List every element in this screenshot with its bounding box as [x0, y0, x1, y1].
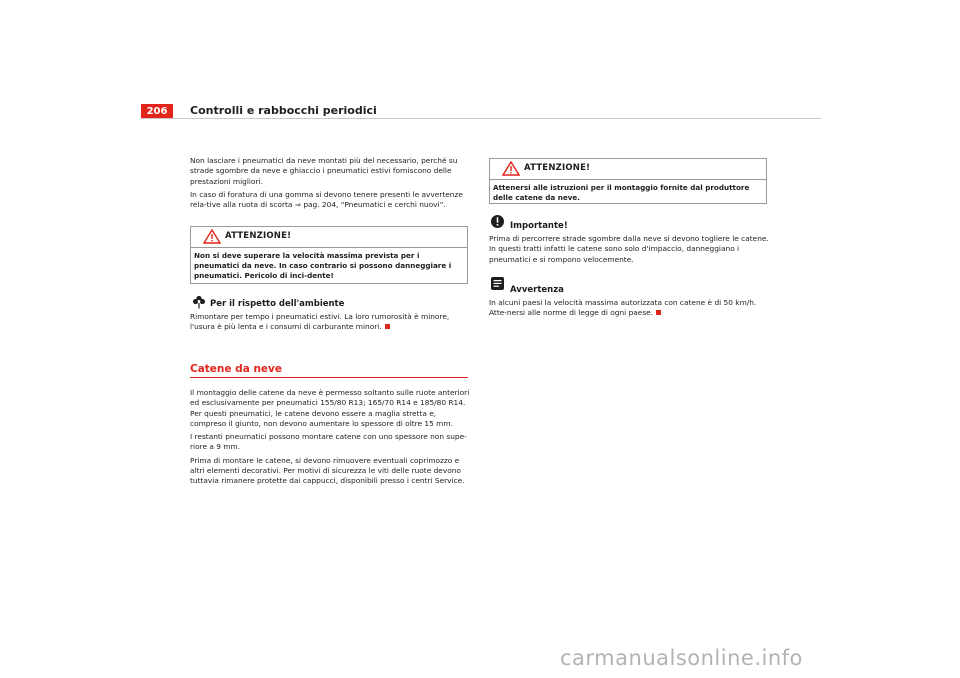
environment-text-block — [190, 312, 470, 336]
warning-text: Attenersi alle istruzioni per il montaggio fornite dal produttore delle catene da neve. — [493, 183, 750, 202]
exclamation-circle-icon — [490, 214, 505, 233]
paragraph: Prima di percorrere strade sgombre dalla neve si devono togliere le catene. In questi tratti infatti le catene sono solo d'impaccio, danneggiano i pneumatici e si rompono velocemente. — [489, 234, 769, 264]
important-text — [489, 234, 770, 268]
header-divider — [141, 118, 821, 119]
paragraph: I restanti pneumatici possono montare catene con uno spessore non supe-riore a 9 mm. — [190, 432, 467, 452]
page-title: Controlli e rabbocchi periodici — [190, 104, 377, 117]
note-text-block — [489, 298, 770, 322]
paragraph: Il montaggio delle catene da neve è permesso soltanto sulle ruote anteriori ed esclusivamente per pneumatici 155/80 R13; 165/70 R14 e 185/80 R14. Per questi pneumatici, le catene devono essere a maglia stretta e, compreso il giunto, non devono aumentare lo spessore di oltre 15 mm. — [190, 388, 470, 428]
warning-label: ATTENZIONE! — [524, 163, 591, 173]
environment-title: Per il rispetto dell'ambiente — [210, 299, 345, 309]
environment-flower-icon — [192, 294, 206, 313]
warning-triangle-icon — [502, 161, 520, 180]
page-number: 206 — [141, 104, 173, 119]
note-paper-icon — [490, 276, 505, 295]
important-title: Importante! — [510, 221, 568, 231]
end-marker — [385, 324, 390, 329]
warning-box — [489, 158, 767, 204]
warning-text: Non si deve superare la velocità massima prevista per i pneumatici da neve. In caso contrario si possono danneggiare i pneumatici. Pericolo di inci-dente! — [194, 251, 452, 280]
watermark: carmanualsonline.info — [560, 646, 803, 670]
note-title: Avvertenza — [510, 285, 564, 295]
section-divider — [190, 377, 468, 378]
section-title: Catene da neve — [190, 363, 283, 375]
warning-header — [191, 227, 467, 248]
warning-label: ATTENZIONE! — [225, 231, 292, 241]
warning-box — [190, 226, 468, 284]
warning-header — [490, 159, 766, 180]
paragraph: Prima di montare le catene, si devono rimuovere eventuali coprimozzo e altri elementi decorativi. Per motivi di sicurezza le viti delle ruote devono tuttavia rimanere protette dai cappucci, disponibili presso i centri Service. — [190, 455, 465, 486]
warning-triangle-icon — [203, 229, 221, 248]
section-text — [190, 388, 471, 490]
paragraph: Non lasciare i pneumatici da neve montati più del necessario, perché su strade sgombre da neve e ghiaccio i pneumatici estivi forniscono delle prestazioni migliori. — [190, 156, 458, 186]
end-marker — [656, 310, 661, 315]
paragraph: In caso di foratura di una gomma si devono tenere presenti le avvertenze rela-tive alla ruota di scorta ⇒ pag. 204, “Pneumatici e cerchi nuovi”. — [190, 189, 463, 210]
intro-text — [190, 156, 470, 213]
environment-text: Rimontare per tempo i pneumatici estivi. La loro rumorosità è minore, l'usura è più lenta e i consumi di carburante minori. — [190, 312, 450, 332]
note-text: In alcuni paesi la velocità massima autorizzata con catene è di 50 km/h. Atte-nersi alle norme di legge di ogni paese. — [489, 298, 757, 318]
